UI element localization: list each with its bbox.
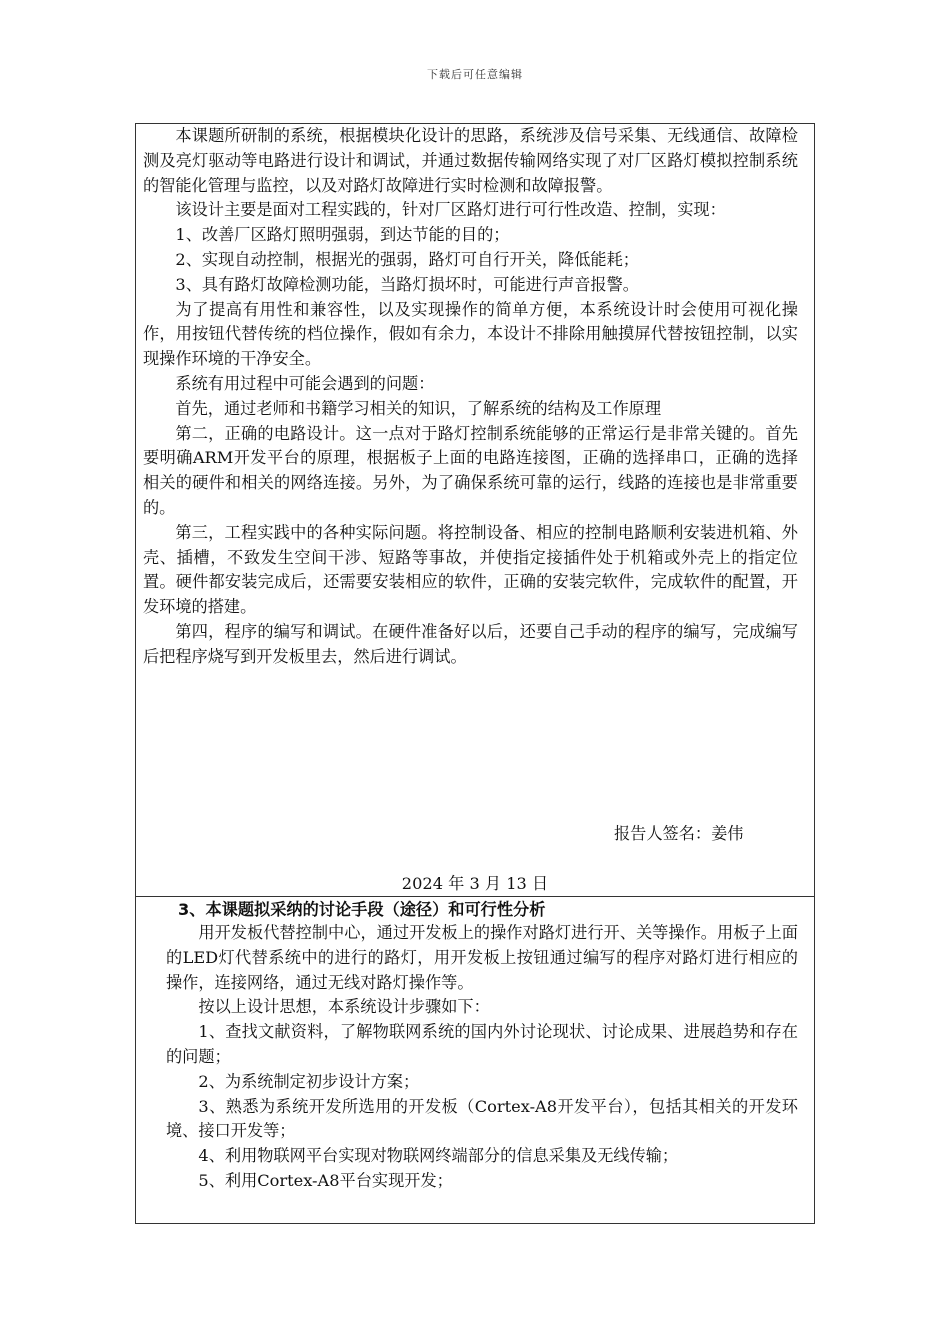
paragraph: 该设计主要是面对工程实践的，针对厂区路灯进行可行性改造、控制，实现： [175, 200, 726, 220]
paragraph: 首先，通过老师和书籍学习相关的知识，了解系统的结构及工作原理 [175, 398, 662, 418]
paragraph: 本课题所研制的系统，根据模块化设计的思路，系统涉及信号采集、无线通信、故障检测及亮灯驱动等电路进行设计和调试，并通过数据传输网络实现了对厂区路灯模拟控制系统的智能化管理与监控，以及对路灯故障进行实时检测和故障报警。 [143, 126, 798, 195]
section-3-cell [136, 899, 814, 1223]
list-item: 4、利用物联网平台实现对物联网终端部分的信息采集及无线传输； [198, 1146, 679, 1166]
list-item: 1、查找文献资料，了解物联网系统的国内外讨论现状、讨论成果、进展趋势和存在的问题； [166, 1022, 798, 1066]
paragraph: 为了提高有用性和兼容性，以及实现操作的简单方便，本系统设计时会使用可视化操作，用按钮代替传统的档位操作，假如有余力，本设计不排除用触摸屏代替按钮控制，以实现操作环境的干净安全。 [143, 299, 798, 369]
list-item: 1、改善厂区路灯照明强弱，到达节能的目的； [175, 225, 510, 245]
report-table [135, 123, 815, 1224]
list-item: 5、利用Cortex-A8平台实现开发； [198, 1170, 453, 1190]
paragraph: 系统有用过程中可能会遇到的问题： [175, 373, 435, 393]
paragraph: 第二，正确的电路设计。这一点对于路灯控制系统能够的正常运行是非常关键的。首先要明确ARM开发平台的原理，根据板子上面的电路连接图，正确的选择串口，正确的选择相关的硬件和相关的网络连接。另外，为了确保系统可靠的运行，线路的连接也是非常重要的。 [143, 423, 798, 517]
paragraph: 第三，工程实践中的各种实际问题。将控制设备、相应的控制电路顺利安装进机箱、外壳、插槽，不致发生空间干涉、短路等事故，并使指定接插件处于机箱或外壳上的指定位置。硬件都安装完成后，还需要安装相应的软件，正确的安装完软件，完成软件的配置，开发环境的搭建。 [143, 522, 798, 617]
section-title: 3、本课题拟采纳的讨论手段（途径）和可行性分析 [178, 900, 546, 919]
list-item: 2、为系统制定初步设计方案； [198, 1071, 420, 1091]
list-item: 3、熟悉为系统开发所选用的开发板（Cortex-A8开发平台），包括其相关的开发环境、接口开发等； [166, 1096, 798, 1141]
reporter-signature: 报告人签名：姜伟 [614, 824, 744, 843]
report-date: 2024 年 3 月 13 日 [401, 874, 549, 893]
page-header-note: 下载后可任意编辑 [427, 68, 523, 81]
section-2-cell [136, 124, 814, 897]
paragraph: 按以上设计思想，本系统设计步骤如下： [198, 997, 490, 1017]
paragraph: 用开发板代替控制中心，通过开发板上的操作对路灯进行开、关等操作。用板子上面的LED灯代替系统中的进行的路灯，用开发板上按钮通过编写的程序对路灯进行相应的操作，连接网络，通过无线对路灯操作等。 [166, 923, 798, 992]
paragraph: 第四，程序的编写和调试。在硬件准备好以后，还要自己手动的程序的编写，完成编写后把程序烧写到开发板里去，然后进行调试。 [143, 621, 798, 666]
list-item: 3、具有路灯故障检测功能，当路灯损坏时，可能进行声音报警。 [175, 274, 639, 294]
list-item: 2、实现自动控制，根据光的强弱，路灯可自行开关，降低能耗； [175, 249, 639, 269]
